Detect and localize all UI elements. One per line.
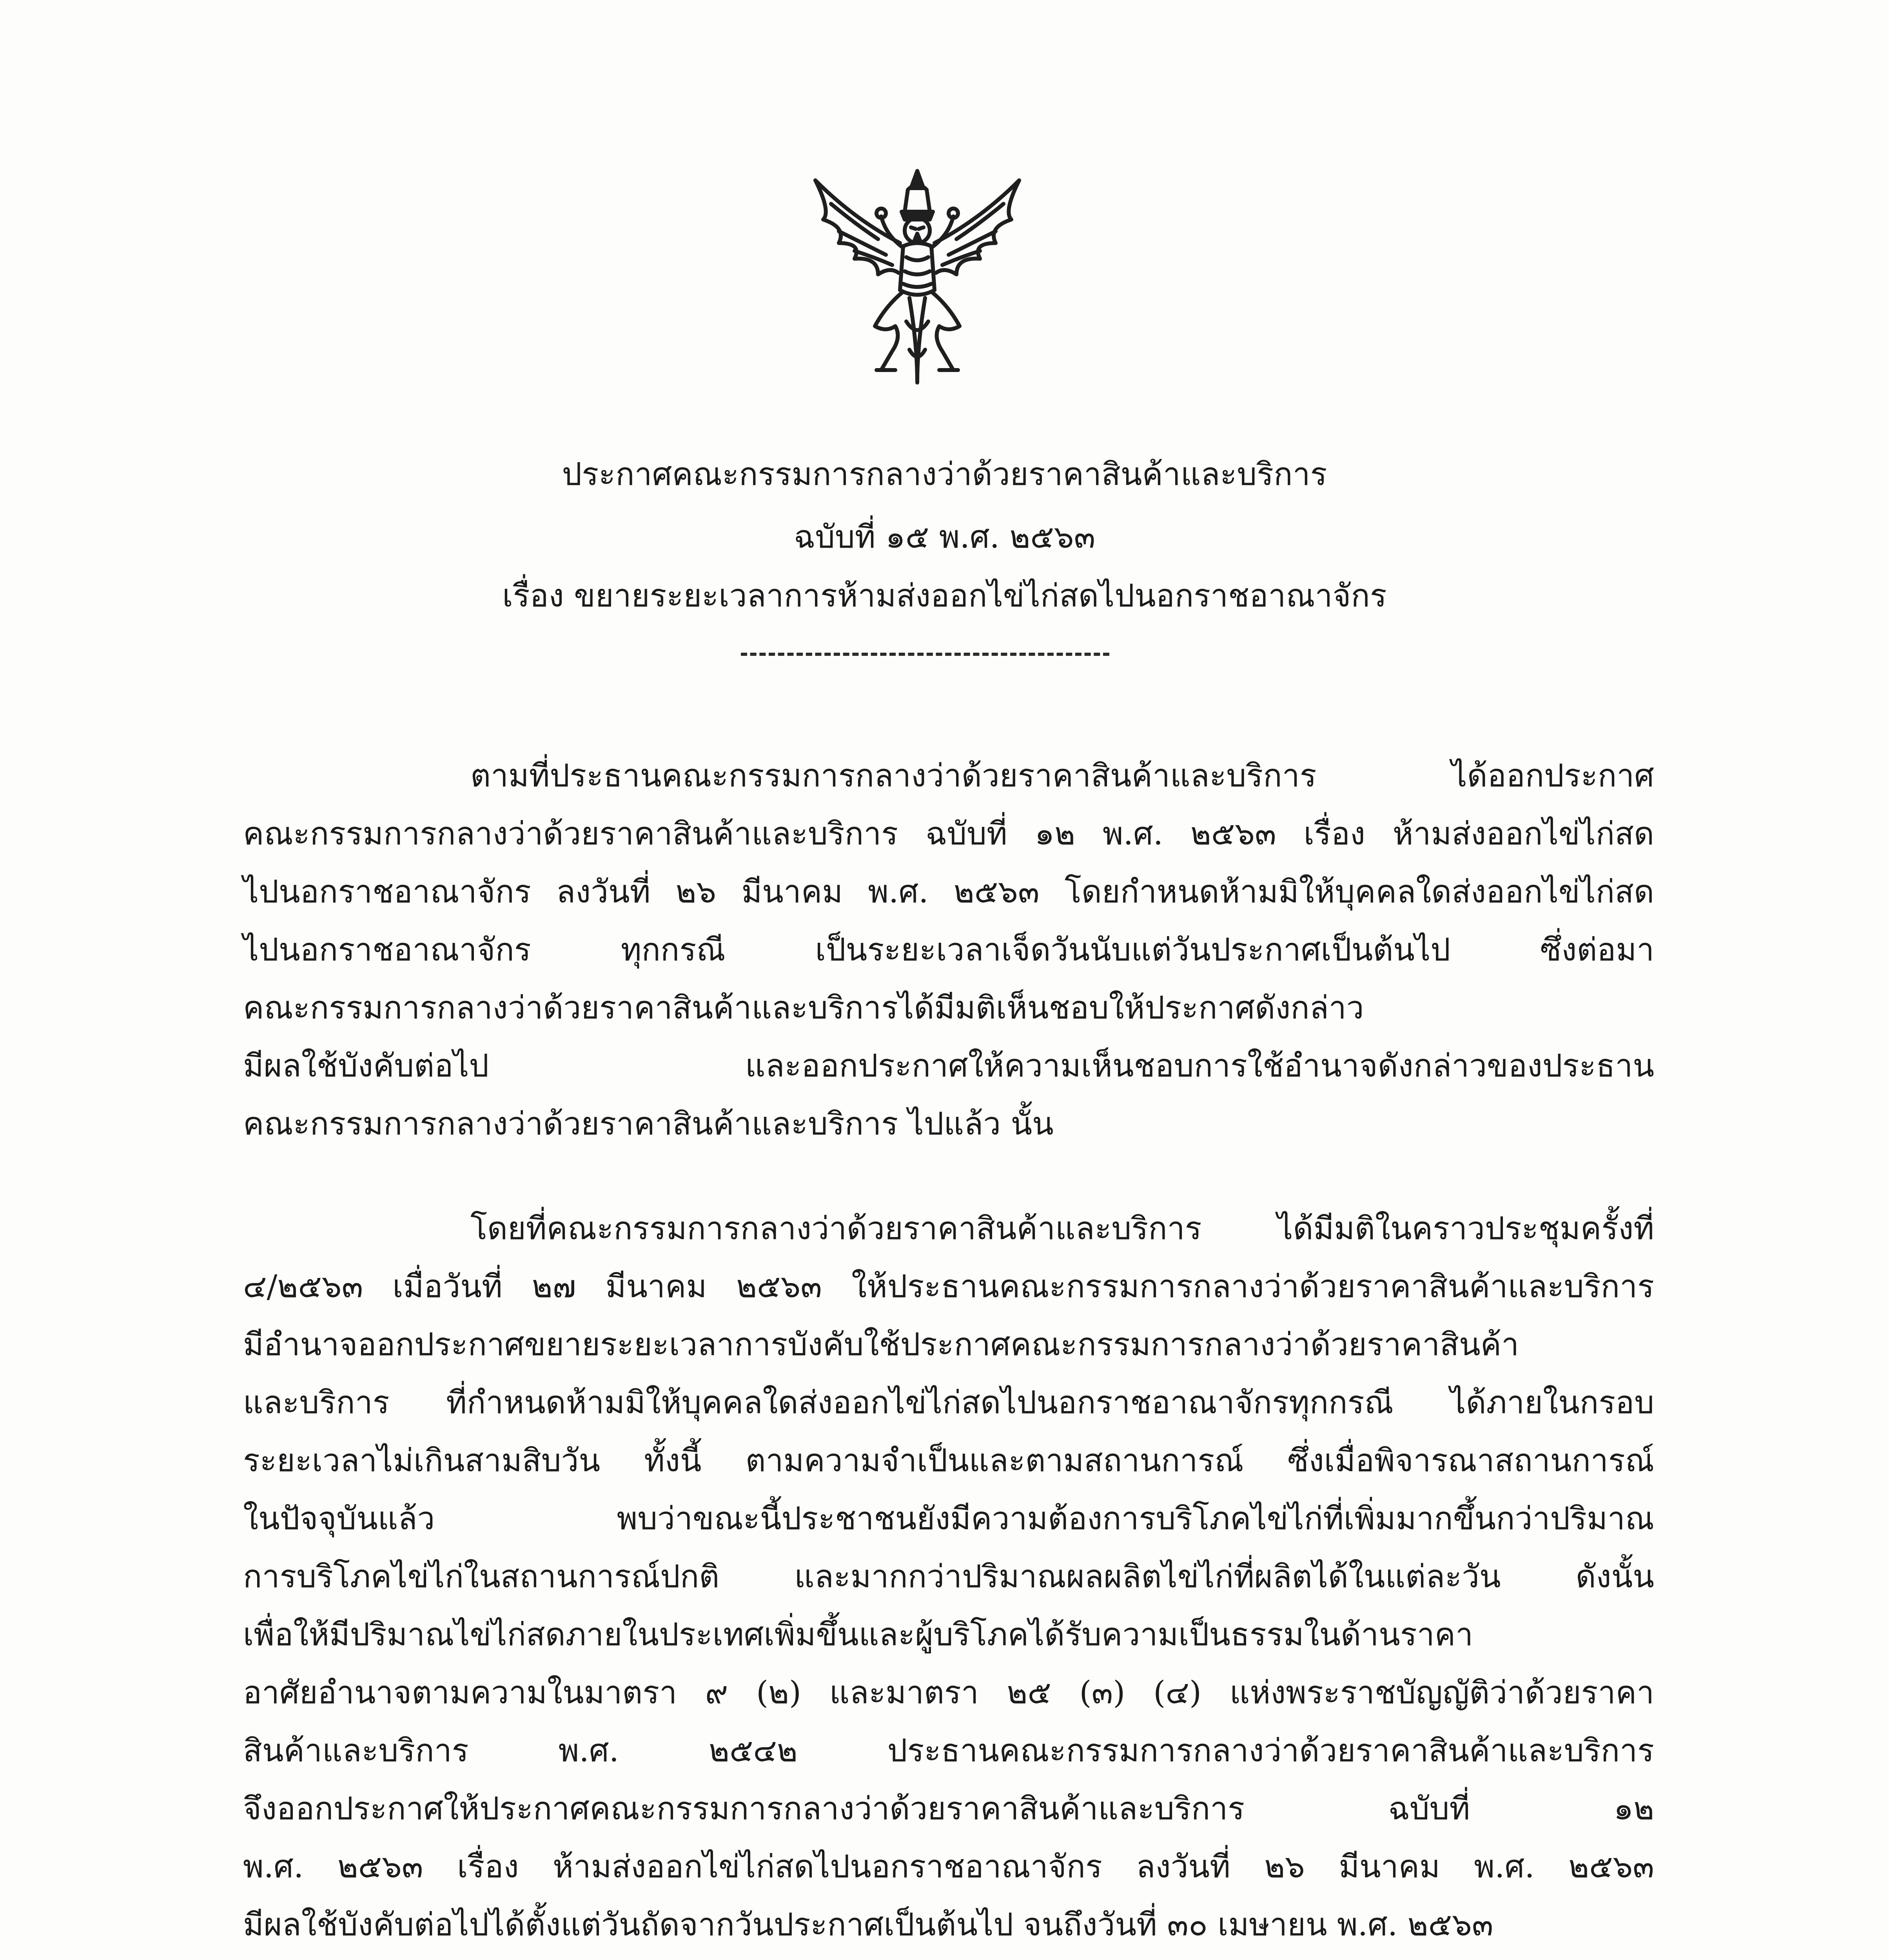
paragraph-2-line: ในปัจจุบันแล้ว พบว่าขณะนี้ประชาชนยังมีความต้องการบริโภคไข่ไก่ที่เพิ่มมากขึ้นกว่าปริมาณ bbox=[243, 1500, 1654, 1537]
paragraph-2-line: ระยะเวลาไม่เกินสามสิบวัน ทั้งนี้ ตามความจำเป็นและตามสถานการณ์ ซึ่งเมื่อพิจารณาสถานการณ์ bbox=[243, 1442, 1654, 1479]
paragraph-2-line: และบริการ ที่กำหนดห้ามมิให้บุคคลใดส่งออกไข่ไก่สดไปนอกราชอาณาจักรทุกกรณี ได้ภายในกรอบ bbox=[243, 1384, 1654, 1421]
paragraph-2-line: ๔/๒๕๖๓ เมื่อวันที่ ๒๗ มีนาคม ๒๕๖๓ ให้ประธานคณะกรรมการกลางว่าด้วยราคาสินค้าและบริการ bbox=[243, 1268, 1654, 1305]
paragraph-1 bbox=[243, 747, 1654, 1153]
paragraph-1-line: คณะกรรมการกลางว่าด้วยราคาสินค้าและบริการได้มีมติเห็นชอบให้ประกาศดังกล่าว bbox=[243, 989, 1364, 1026]
paragraph-2-line: พ.ศ. ๒๕๖๓ เรื่อง ห้ามส่งออกไข่ไก่สดไปนอกราชอาณาจักร ลงวันที่ ๒๖ มีนาคม พ.ศ. ๒๕๖๓ bbox=[243, 1848, 1654, 1885]
announcement-title: ประกาศคณะกรรมการกลางว่าด้วยราคาสินค้าและบริการ bbox=[562, 456, 1327, 492]
paragraph-2-line: อาศัยอำนาจตามความในมาตรา ๙ (๒) และมาตรา ๒๕ (๓) (๔) แห่งพระราชบัญญัติว่าด้วยราคา bbox=[243, 1674, 1655, 1711]
announcement-subject: เรื่อง ขยายระยะเวลาการห้ามส่งออกไข่ไก่สดไปนอกราชอาณาจักร bbox=[502, 577, 1387, 614]
paragraph-2-line: เพื่อให้มีปริมาณไข่ไก่สดภายในประเทศเพิ่มขึ้นและผู้บริโภคได้รับความเป็นธรรมในด้านราคา bbox=[243, 1616, 1473, 1653]
announcement-number: ฉบับที่ ๑๕ พ.ศ. ๒๕๖๓ bbox=[793, 519, 1096, 555]
paragraph-1-line: คณะกรรมการกลางว่าด้วยราคาสินค้าและบริการ ฉบับที่ ๑๒ พ.ศ. ๒๕๖๓ เรื่อง ห้ามส่งออกไข่ไก่สด bbox=[243, 815, 1654, 852]
paragraph-1-line: มีผลใช้บังคับต่อไป และออกประกาศให้ความเห็นชอบการใช้อำนาจดังกล่าวของประธาน bbox=[243, 1047, 1654, 1084]
header-separator bbox=[741, 653, 1109, 656]
paragraph-2-line: โดยที่คณะกรรมการกลางว่าด้วยราคาสินค้าและบริการ ได้มีมติในคราวประชุมครั้งที่ bbox=[470, 1210, 1654, 1247]
paragraph-2 bbox=[243, 1200, 1654, 1954]
paragraph-2-line: สินค้าและบริการ พ.ศ. ๒๕๔๒ ประธานคณะกรรมการกลางว่าด้วยราคาสินค้าและบริการ bbox=[243, 1732, 1654, 1769]
paragraph-2-line: มีอำนาจออกประกาศขยายระยะเวลาการบังคับใช้ประกาศคณะกรรมการกลางว่าด้วยราคาสินค้า bbox=[243, 1326, 1519, 1363]
paragraph-2-line: มีผลใช้บังคับต่อไปได้ตั้งแต่วันถัดจากวันประกาศเป็นต้นไป จนถึงวันที่ ๓๐ เมษายน พ.ศ. ๒๕๖๓ bbox=[243, 1906, 1493, 1943]
paragraph-1-line: ไปนอกราชอาณาจักร ทุกกรณี เป็นระยะเวลาเจ็ดวันนับแต่วันประกาศเป็นต้นไป ซึ่งต่อมา bbox=[243, 931, 1654, 968]
paragraph-1-line: คณะกรรมการกลางว่าด้วยราคาสินค้าและบริการ ไปแล้ว นั้น bbox=[243, 1105, 1054, 1142]
garuda-emblem-icon bbox=[800, 165, 1035, 392]
paragraph-1-line: ไปนอกราชอาณาจักร ลงวันที่ ๒๖ มีนาคม พ.ศ. ๒๕๖๓ โดยกำหนดห้ามมิให้บุคคลใดส่งออกไข่ไก่สด bbox=[243, 873, 1654, 910]
paragraph-1-line: ตามที่ประธานคณะกรรมการกลางว่าด้วยราคาสินค้าและบริการ ได้ออกประกาศ bbox=[470, 757, 1654, 794]
paragraph-2-line: การบริโภคไข่ไก่ในสถานการณ์ปกติ และมากกว่าปริมาณผลผลิตไข่ไก่ที่ผลิตได้ในแต่ละวัน ดังนั้น bbox=[243, 1558, 1654, 1595]
paragraph-2-line: จึงออกประกาศให้ประกาศคณะกรรมการกลางว่าด้วยราคาสินค้าและบริการ ฉบับที่ ๑๒ bbox=[243, 1790, 1654, 1827]
